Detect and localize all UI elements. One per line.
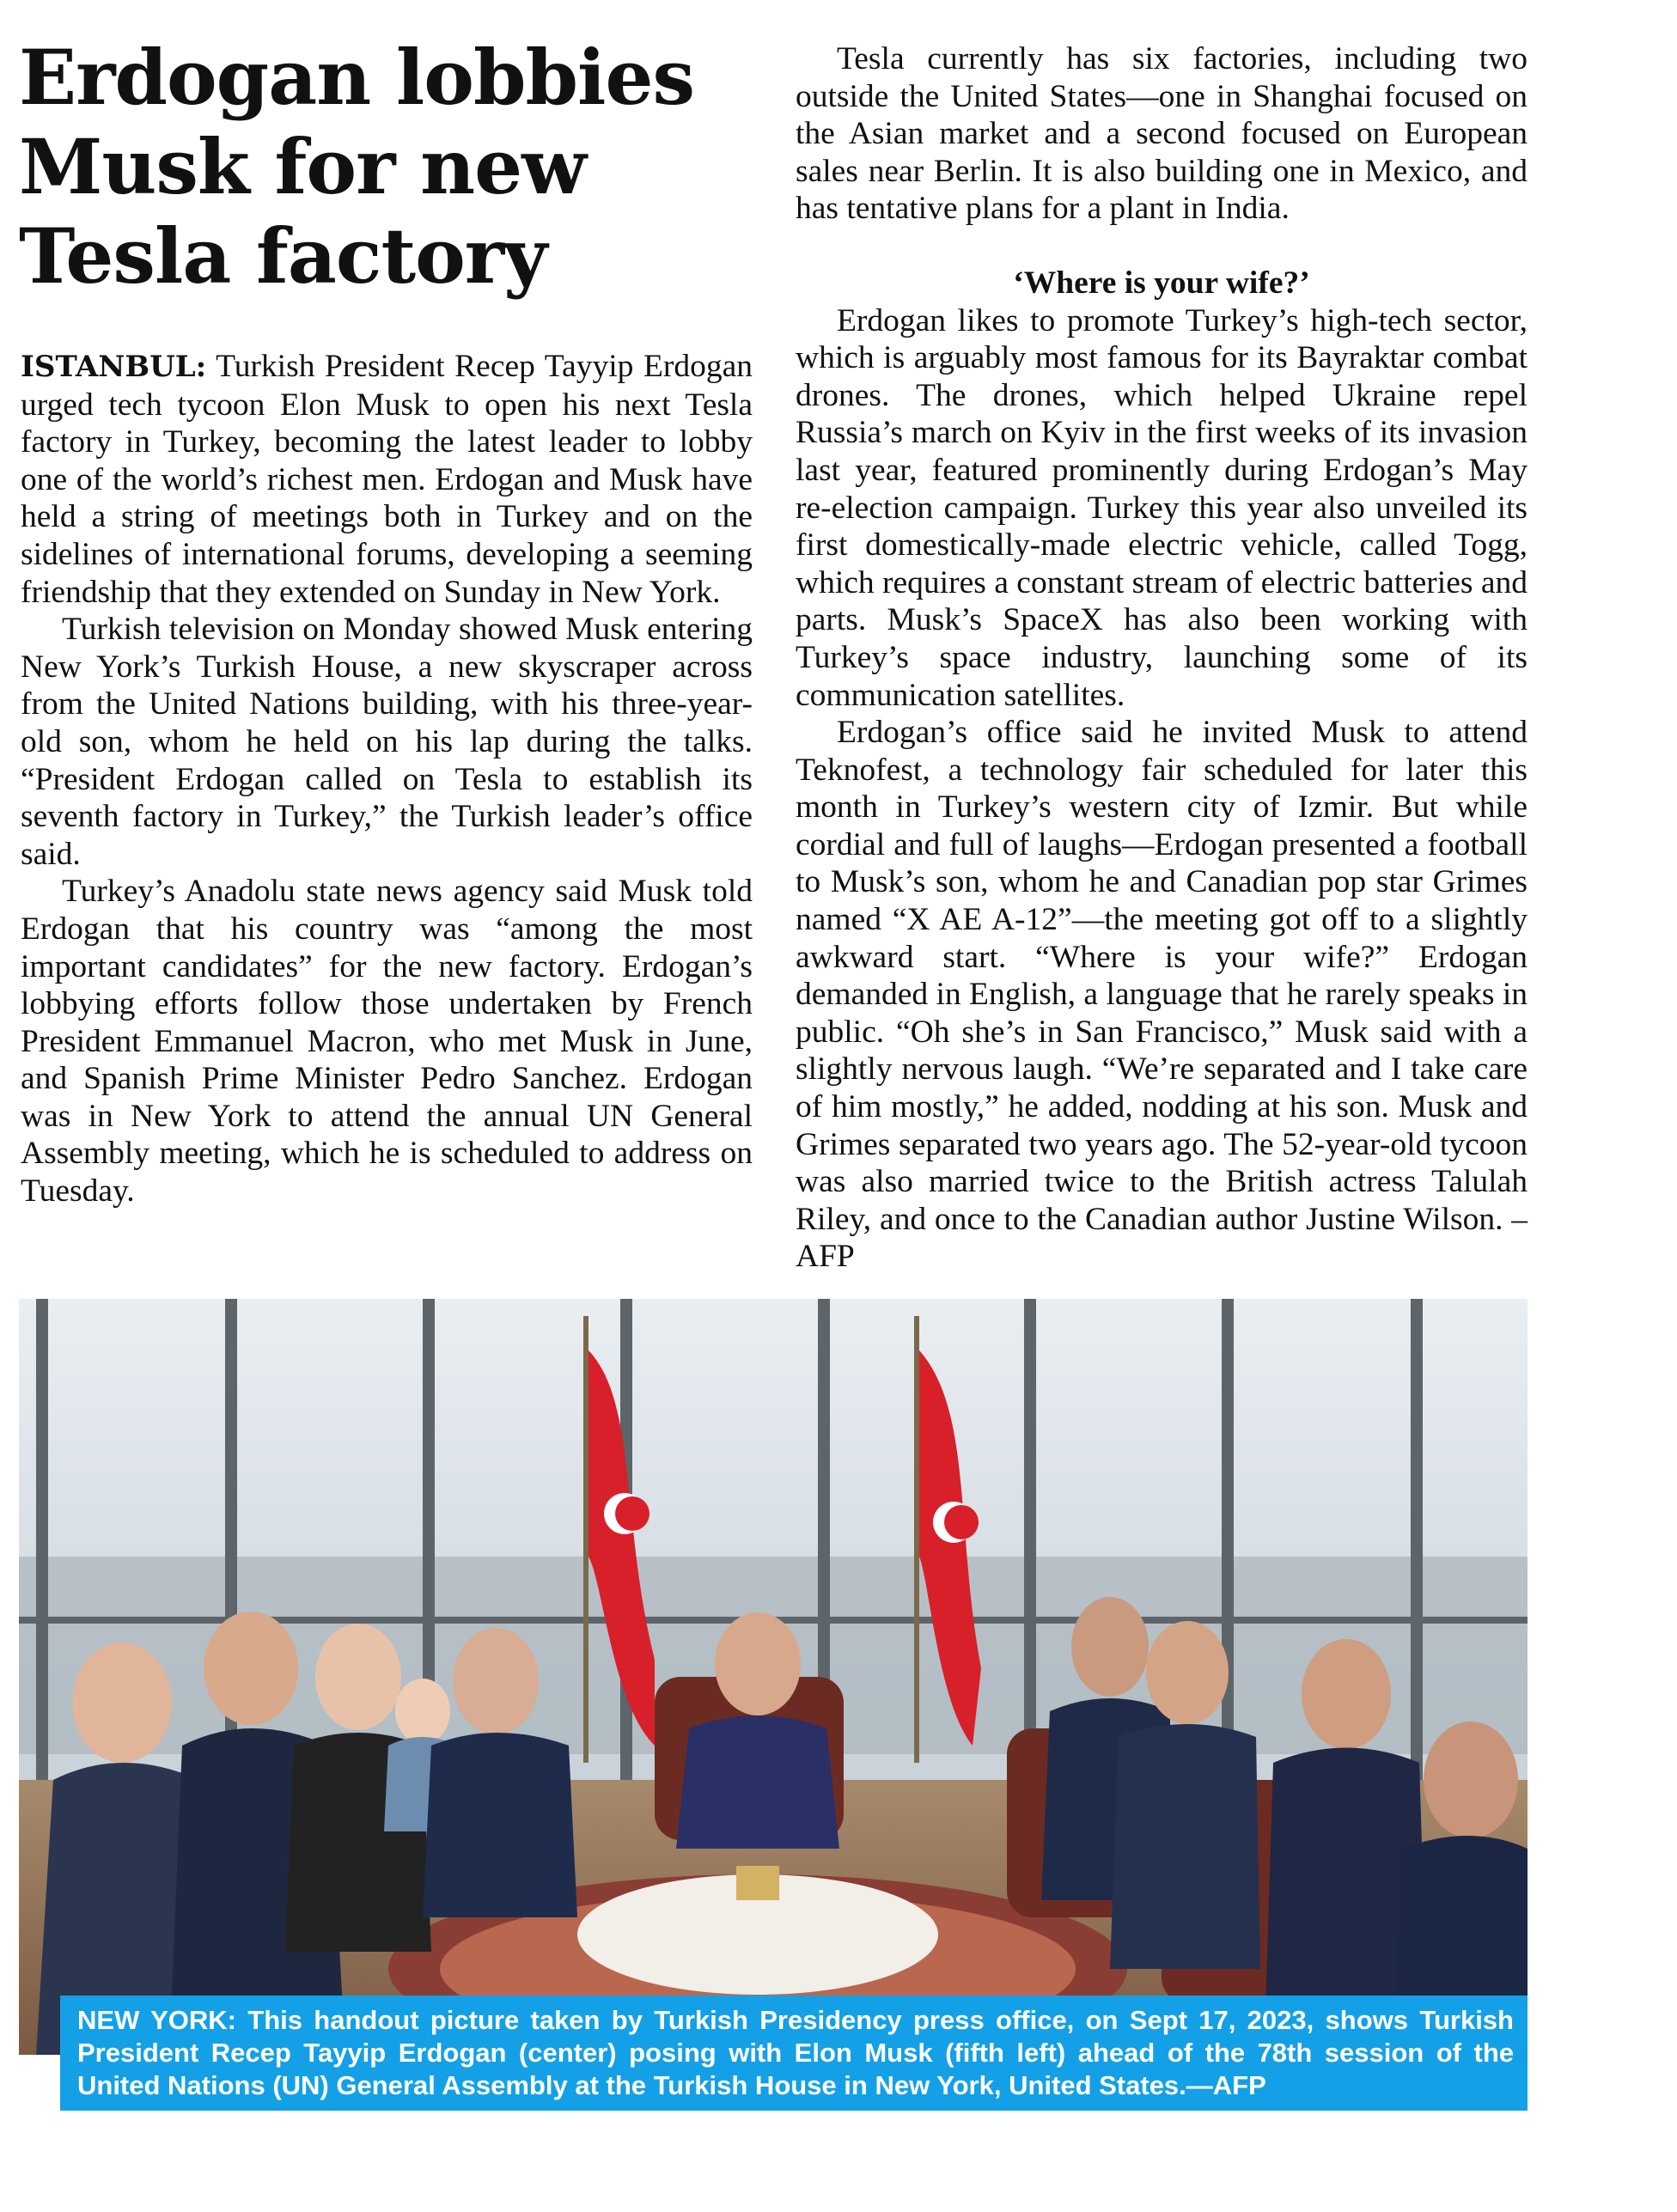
headline: Erdogan lobbies Musk for new Tesla factory xyxy=(19,33,694,301)
article-paragraph-2: Turkish television on Monday showed Musk entering New York’s Turkish House, a new skyscraper across from the United Nations building, with his three-year-old son, whom he held on his lap during the talks. “President Erdogan called on Tesla to establish its seventh factory in Turkey,” the Turkish leader’s office said. xyxy=(21,612,753,872)
news-photo xyxy=(19,1299,1528,2055)
article-paragraph-5: Erdogan likes to promote Turkey’s high-tech sector, which is arguably most famous for its Bayraktar combat drones. The drones, which helped Ukraine repel Russia’s march on Kyiv in the first weeks of its invasion last year, featured prominently during Erdogan’s May re-election campaign. Turkey this year also unveiled its first domestically-made electric vehicle, called Togg, which requires a constant stream of electric batteries and parts. Musk’s SpaceX has also been working with Turkey’s space industry, launching some of its communication satellites. xyxy=(796,302,1528,713)
dateline: ISTANBUL: xyxy=(21,350,207,384)
article-paragraph-4: Tesla currently has six factories, including two outside the United States—one in Shanghai focused on the Asian market and a second focused on European sales near Berlin. It is also building one in Mexico, and has tentative plans for a plant in India. xyxy=(796,41,1528,227)
article-paragraph-3: Turkey’s Anadolu state news agency said Musk told Erdogan that his country was “among the most important candidates” for the new factory. Erdogan’s lobbying efforts follow those undertaken by French President Emmanuel Macron, who met Musk in June, and Spanish Prime Minister Pedro Sanchez. Erdogan was in New York to attend the annual UN General Assembly meeting, which he is scheduled to address on Tuesday. xyxy=(21,874,753,1210)
article-paragraph-1-text: Turkish President Recep Tayyip Erdogan urged tech tycoon Elon Musk to open his next Tesla factory in Turkey, becoming the latest leader to lobby one of the world’s richest men. Erdogan and Musk have held a string of meetings both in Turkey and on the sidelines of international forums, developing a seeming friendship that they extended on Sunday in New York. xyxy=(21,349,753,610)
photo-caption: NEW YORK: This handout picture taken by Turkish Presidency press office, on Sept 17, 2023, shows Turkish President Recep Tayyip Erdogan (center) posing with Elon Musk (fifth left) ahead of the 78th session of the United Nations (UN) General Assembly at the Turkish House in New York, United States.—AFP xyxy=(60,1996,1528,2111)
subhead: ‘Where is your wife?’ xyxy=(1013,265,1310,301)
meeting-photo-illustration xyxy=(19,1299,1528,2055)
right-column xyxy=(796,40,1528,1276)
left-column xyxy=(21,348,753,1210)
article-paragraph-1 xyxy=(21,348,753,611)
article-paragraph-6: Erdogan’s office said he invited Musk to attend Teknofest, a technology fair scheduled for later this month in Turkey’s western city of Izmir. But while cordial and full of laughs—Erdogan presented a football to Musk’s son, whom he and Canadian pop star Grimes named “X AE A-12”—the meeting got off to a slightly awkward start. “Where is your wife?” Erdogan demanded in English, a language that he rarely speaks in public. “Oh she’s in San Francisco,” Musk said with a slightly nervous laugh. “We’re separated and I take care of him mostly,” he added, nodding at his son. Musk and Grimes separated two years ago. The 52-year-old tycoon was also married twice to the British actress Talulah Riley, and once to the Canadian author Justine Wilson. –AFP xyxy=(796,715,1528,1275)
